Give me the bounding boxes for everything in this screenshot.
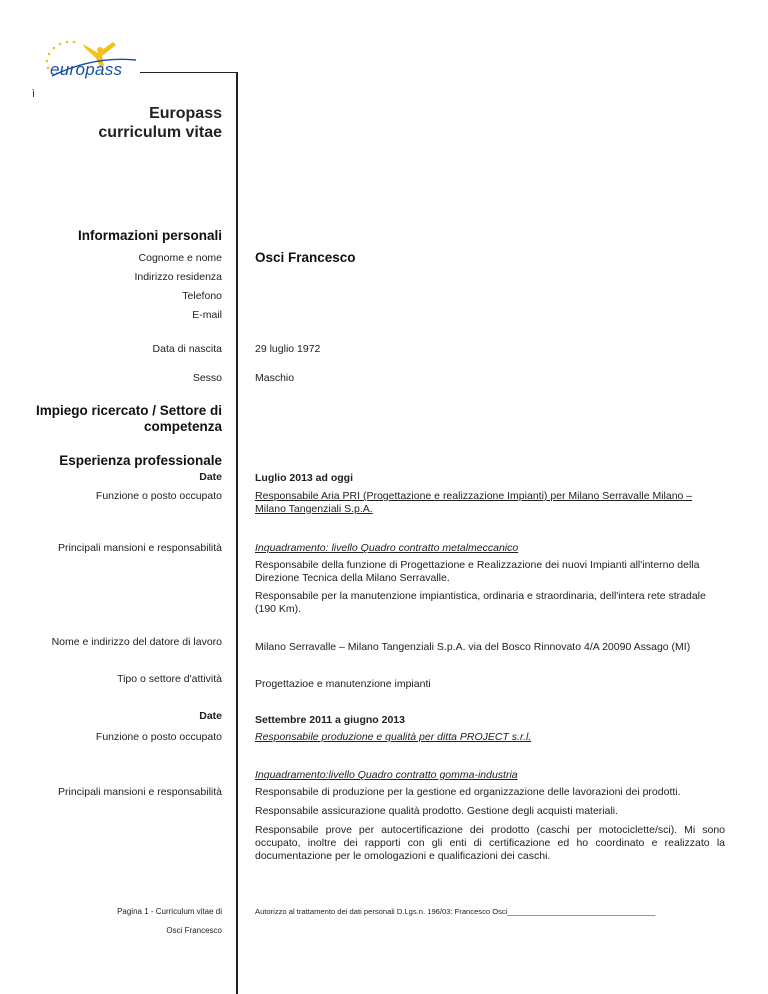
exp1-duty-1: Responsabile della funzione di Progettazione e Realizzazione dei nuovi Impianti all'interno della Direzione Tecnica della Milano Serravalle. bbox=[255, 559, 700, 584]
exp1-duties-label: Principali mansioni e responsabilità bbox=[57, 542, 222, 554]
column-divider bbox=[236, 72, 238, 994]
exp2-role-value: Responsabile produzione e qualità per ditta PROJECT s.r.l. bbox=[255, 731, 532, 743]
exp1-duty-2: Responsabile per la manutenzione impiantistica, ordinaria e straordinaria, dell'intera rete stradale (190 Km). bbox=[255, 590, 706, 615]
exp1-date-value: Luglio 2013 ad oggi bbox=[255, 472, 354, 484]
exp2-role-label: Funzione o posto occupato bbox=[95, 731, 222, 743]
name-label: Cognome e nome bbox=[138, 252, 222, 264]
sex-label: Sesso bbox=[192, 372, 222, 384]
exp2-duties-heading: Inquadramento:livello Quadro contratto gomma-industria bbox=[255, 769, 518, 781]
exp1-role-label: Funzione o posto occupato bbox=[95, 490, 222, 502]
exp1-employer-label: Nome e indirizzo del datore di lavoro bbox=[51, 636, 222, 648]
exp1-role-value: Responsabile Aria PRI (Progettazione e realizzazione Impianti) per Milano Serravalle Milano – Milano Tangenziali S.p.A. bbox=[255, 490, 693, 515]
exp2-date-label: Date bbox=[199, 710, 222, 722]
section-job-sought-line2: competenza bbox=[143, 419, 222, 434]
europass-logo-text: europass bbox=[50, 60, 123, 79]
section-personal-info: Informazioni personali bbox=[77, 228, 222, 243]
exp1-sector-label: Tipo o settore d'attività bbox=[117, 673, 222, 685]
header-rule bbox=[140, 72, 237, 73]
exp1-sector-value: Progettazioe e manutenzione impianti bbox=[255, 678, 431, 690]
exp2-duty-2: Responsabile assicurazione qualità prodotto. Gestione degli acquisti materiali. bbox=[255, 805, 619, 817]
email-label: E-mail bbox=[192, 309, 222, 321]
stray-character: ì bbox=[32, 88, 36, 100]
exp2-duty-3: Responsabile prove per autocertificazione dei prodotto (caschi per motociclette/sci). Mi sono occupato, inoltre dei rapporti con gli enti di certificazione ed ho coordinato e realizzato la documentazione per le omologazioni e qualificazioni dei caschi. bbox=[255, 824, 725, 862]
cv-title-line2: curriculum vitae bbox=[98, 124, 222, 141]
birth-date-value: 29 luglio 1972 bbox=[255, 343, 321, 355]
exp2-duty-1: Responsabile di produzione per la gestione ed organizzazione delle lavorazioni dei prodotti. bbox=[255, 786, 681, 798]
phone-label: Telefono bbox=[182, 290, 222, 302]
name-value: Osci Francesco bbox=[255, 250, 356, 265]
exp1-date-label: Date bbox=[199, 471, 222, 483]
europass-logo bbox=[38, 36, 158, 86]
address-label: Indirizzo residenza bbox=[134, 271, 222, 283]
footer-page-info: Pagina 1 - Curriculum vitae di bbox=[117, 907, 222, 916]
footer-name: Osci Francesco bbox=[166, 926, 222, 935]
section-job-sought-line1: Impiego ricercato / Settore di bbox=[35, 403, 222, 418]
sex-value: Maschio bbox=[255, 372, 295, 384]
cv-title-line1: Europass bbox=[149, 105, 222, 122]
birth-date-label: Data di nascita bbox=[152, 343, 222, 355]
exp1-duties-heading: Inquadramento: livello Quadro contratto metalmeccanico bbox=[255, 542, 519, 554]
footer-consent: Autorizzo al trattamento dei dati personali D.Lgs.n. 196/03: Francesco Osci___________________________________ bbox=[255, 907, 656, 916]
exp2-duties-label: Principali mansioni e responsabilità bbox=[57, 786, 222, 798]
exp1-employer-value: Milano Serravalle – Milano Tangenziali S.p.A. via del Bosco Rinnovato 4/A 20090 Assago (MI) bbox=[255, 641, 691, 653]
exp2-date-value: Settembre 2011 a giugno 2013 bbox=[255, 714, 405, 726]
section-experience: Esperienza professionale bbox=[59, 453, 222, 468]
